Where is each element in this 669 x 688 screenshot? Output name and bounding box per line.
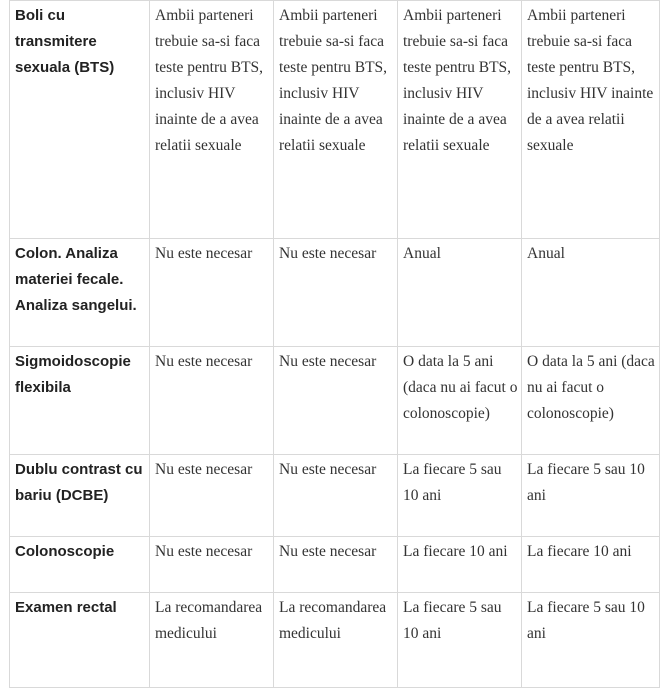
table-cell: Anual	[398, 239, 522, 347]
table-cell: La fiecare 5 sau 10 ani	[398, 593, 522, 688]
row-label: Dublu contrast cu bariu (DCBE)	[10, 455, 150, 537]
row-label: Boli cu transmitere sexuala (BTS)	[10, 1, 150, 239]
table-row	[10, 1, 660, 239]
row-label: Colonoscopie	[10, 537, 150, 593]
table-cell: Nu este necesar	[150, 537, 274, 593]
table-row	[10, 455, 660, 537]
table-cell: Ambii parteneri trebuie sa-si faca teste pentru BTS, inclusiv HIV inainte de a avea relatii sexuale	[522, 1, 660, 239]
row-label: Sigmoidoscopie flexibila	[10, 347, 150, 455]
table-cell: La fiecare 5 sau 10 ani	[522, 455, 660, 537]
table-row	[10, 593, 660, 688]
screening-table	[9, 0, 660, 688]
row-label: Colon. Analiza materiei fecale. Analiza sangelui.	[10, 239, 150, 347]
table-row	[10, 347, 660, 455]
row-label: Examen rectal	[10, 593, 150, 688]
table-cell: La fiecare 5 sau 10 ani	[398, 455, 522, 537]
table-cell: La recomandarea medicului	[150, 593, 274, 688]
table-cell: Ambii parteneri trebuie sa-si faca teste pentru BTS, inclusiv HIV inainte de a avea relatii sexuale	[150, 1, 274, 239]
table-cell: Nu este necesar	[274, 537, 398, 593]
table-cell: Anual	[522, 239, 660, 347]
table-cell: Nu este necesar	[274, 239, 398, 347]
table-cell: Nu este necesar	[274, 347, 398, 455]
table-cell: O data la 5 ani (daca nu ai facut o colonoscopie)	[522, 347, 660, 455]
table-cell: O data la 5 ani (daca nu ai facut o colonoscopie)	[398, 347, 522, 455]
table-cell: Ambii parteneri trebuie sa-si faca teste pentru BTS, inclusiv HIV inainte de a avea relatii sexuale	[398, 1, 522, 239]
table-cell: Ambii parteneri trebuie sa-si faca teste pentru BTS, inclusiv HIV inainte de a avea relatii sexuale	[274, 1, 398, 239]
table-row	[10, 239, 660, 347]
table-cell: La fiecare 5 sau 10 ani	[522, 593, 660, 688]
table-cell: Nu este necesar	[150, 239, 274, 347]
table-row	[10, 537, 660, 593]
table-cell: La fiecare 10 ani	[522, 537, 660, 593]
table-cell: La recomandarea medicului	[274, 593, 398, 688]
table-cell: La fiecare 10 ani	[398, 537, 522, 593]
table-cell: Nu este necesar	[274, 455, 398, 537]
table-cell: Nu este necesar	[150, 347, 274, 455]
table-cell: Nu este necesar	[150, 455, 274, 537]
